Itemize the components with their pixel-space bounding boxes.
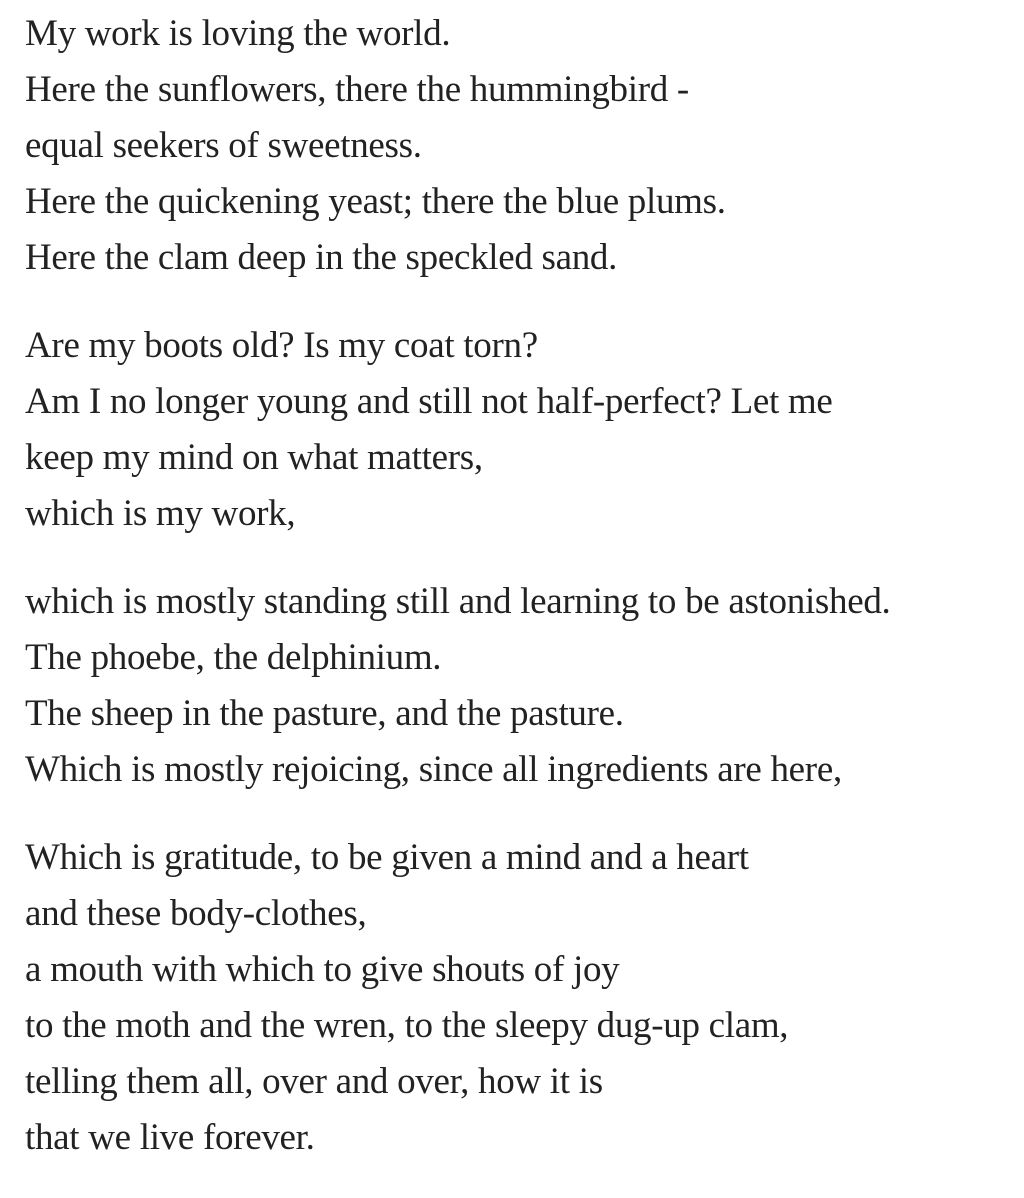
stanza-4 xyxy=(25,830,1024,1166)
poem-line: Which is gratitude, to be given a mind and a heart xyxy=(25,837,749,878)
poem-line: that we live forever. xyxy=(25,1117,315,1158)
poem-line: Here the clam deep in the speckled sand. xyxy=(25,237,618,278)
poem-line: which is my work, xyxy=(25,493,296,534)
poem-line: Am I no longer young and still not half-perfect? Let me xyxy=(25,381,833,422)
poem-line: and these body-clothes, xyxy=(25,893,367,934)
poem-line: to the moth and the wren, to the sleepy dug-up clam, xyxy=(25,1005,789,1046)
poem-line: Are my boots old? Is my coat torn? xyxy=(25,325,538,366)
poem-line: which is mostly standing still and learning to be astonished. xyxy=(25,581,891,622)
poem-line: My work is loving the world. xyxy=(25,13,451,54)
stanza-2 xyxy=(25,318,1024,542)
stanza-1 xyxy=(25,6,1024,286)
poem-line: Which is mostly rejoicing, since all ingredients are here, xyxy=(25,749,842,790)
poem-line: Here the sunflowers, there the hummingbird - xyxy=(25,69,689,110)
poem-line: telling them all, over and over, how it is xyxy=(25,1061,603,1102)
poem-line: The sheep in the pasture, and the pasture. xyxy=(25,693,624,734)
poem-text xyxy=(25,6,1024,1198)
poem-line: equal seekers of sweetness. xyxy=(25,125,422,166)
poem-line: a mouth with which to give shouts of joy xyxy=(25,949,620,990)
poem-line: The phoebe, the delphinium. xyxy=(25,637,442,678)
poem-line: Here the quickening yeast; there the blue plums. xyxy=(25,181,726,222)
poem-line: keep my mind on what matters, xyxy=(25,437,483,478)
stanza-3 xyxy=(25,574,1024,798)
